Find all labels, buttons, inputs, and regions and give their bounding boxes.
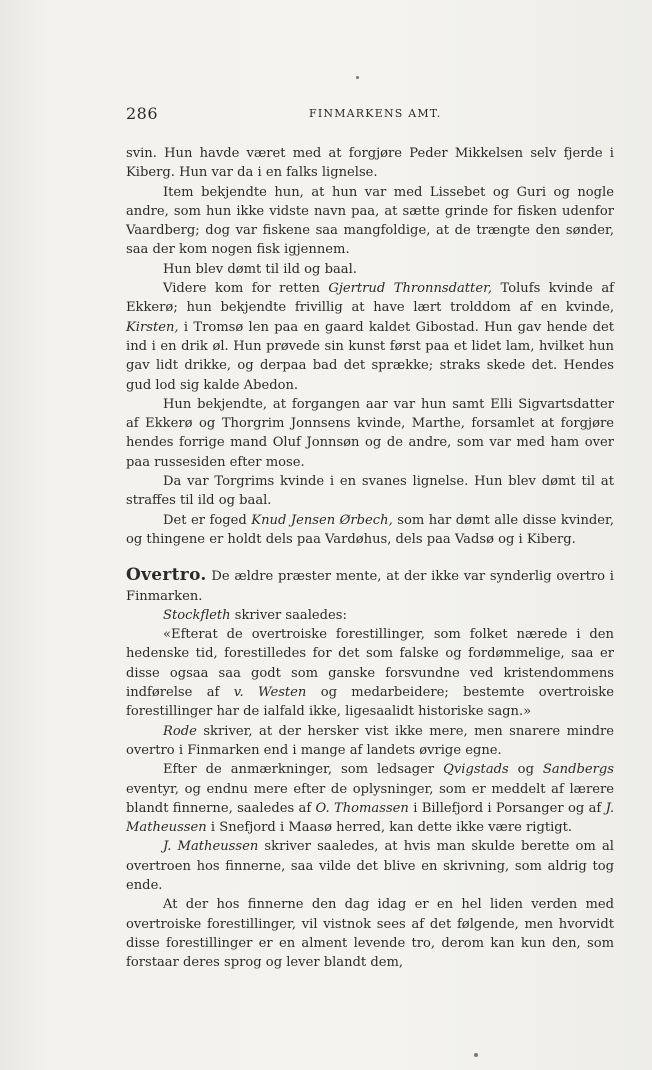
page-header: [126, 104, 614, 128]
person-name: Kirsten,: [126, 319, 179, 335]
paragraph-11: [126, 722, 614, 761]
person-name: Knud Jensen Ørbech,: [251, 512, 393, 528]
text-run: skriver saaledes:: [230, 607, 347, 623]
paragraph-1: svin. Hun havde været med at forgjøre Peder Mikkelsen selv fjerde i Kiberg. Hun var da i en falks lignelse.: [126, 146, 614, 181]
text-run: Efter de anmærkninger, som ledsager: [163, 762, 444, 778]
text-run: i Tromsø len paa en gaard kaldet Gibostad. Hun gav hende det ind i en drik øl. Hun prøvede sin kunst først paa et lidet lam, hvilket hun gav lidt drikke, og derpaa bad det sprække; straks skede det. Hendes gud lod sig kalde Abedon.: [126, 319, 614, 393]
paragraph-12: [126, 760, 614, 837]
section-title: Overtro.: [126, 565, 207, 586]
paper-speck: [356, 76, 359, 79]
author-name: J. Matheussen: [163, 839, 259, 855]
paper-speck: [474, 1053, 478, 1057]
person-name: v. Westen: [233, 685, 307, 701]
text-run: i Snefjord i Maasø herred, kan dette ikke være rigtigt.: [206, 820, 573, 836]
section-overtro: [126, 566, 614, 606]
text-run: Tolufs kvinde af Ekkerø; hun bekjendte frivillig at have lært trolddom af en kvinde,: [126, 281, 614, 316]
paragraph-6: Da var Torgrims kvinde i en svanes lignelse. Hun blev dømt til at straffes til ild og baal.: [126, 474, 614, 509]
text-run: skriver saaledes, at hvis man skulde berette om al overtroen hos finnerne, saa vilde det blive en skrivning, som aldrig tog ende.: [126, 839, 614, 893]
person-name: O. Thomassen: [315, 800, 409, 816]
text-run: eventyr, og endnu mere efter de oplysninger, som er meddelt af lærere blandt finnerne, saaledes af: [126, 781, 614, 816]
text-run: De ældre præster mente, at der ikke var synderlig overtro i Finmarken.: [126, 569, 614, 604]
person-name: Gjertrud Thronnsdatter,: [328, 281, 493, 297]
text-run: «Efterat de overtroiske forestillinger, som folket nærede i den hedenske tid, forestilledes for det som falske og fordømmelige, saa er disse ogsaa saa godt som ganske forsvundne ved kristendommens indførelse af: [126, 627, 614, 701]
running-head: FINMARKENS AMT.: [309, 107, 442, 120]
author-name: Qvigstads: [443, 762, 509, 778]
text-run: som har dømt alle disse kvinder, og thingene er holdt dels paa Vardøhus, dels paa Vadsø og i Kiberg.: [126, 512, 614, 547]
paragraph-13: [126, 837, 614, 895]
text-run: Videre kom for retten: [163, 281, 329, 297]
person-name: J. Matheussen: [126, 800, 615, 836]
paragraph-9: [126, 606, 614, 625]
text-run: og: [508, 762, 543, 778]
text-run: i Billefjord i Porsanger og af: [408, 800, 606, 816]
paragraph-4: [126, 279, 614, 395]
text-run: Det er foged: [163, 512, 252, 528]
paragraph-5: Hun bekjendte, at forgangen aar var hun samt Elli Sigvartsdatter af Ekkerø og Thorgrim Jonnsens kvinde, Marthe, forsamlet at forgjøre hendes forrige mand Oluf Jonnsøn og de andre, som var med ham over paa russesiden efter mose.: [126, 396, 614, 470]
text-run: og medarbeidere; bestemte overtroiske forestillinger har de ialfald ikke, ligesaalidt historiske sagn.»: [126, 685, 614, 720]
paragraph-7: [126, 511, 614, 550]
page-number: 286: [126, 104, 159, 123]
paragraph-14: At der hos finnerne den dag idag er en hel liden verden med overtroiske forestillinger, vil vistnok sees af det følgende, men hvorvidt disse forestillinger er en alment levende tro, derom kan kun den, som forstaar deres sprog og lever blandt dem,: [126, 897, 614, 971]
body-text: [126, 144, 614, 972]
text-run: skriver, at der hersker vist ikke mere, men snarere mindre overtro i Finmarken end i mange af landets øvrige egne.: [126, 723, 614, 758]
author-name: Rode: [163, 723, 197, 739]
paragraph-10-quote: [126, 625, 614, 721]
author-name: Stockfleth: [163, 607, 231, 623]
author-name: Sandbergs: [542, 762, 614, 778]
paragraph-2: Item bekjendte hun, at hun var med Lissebet og Guri og nogle andre, som hun ikke vidste navn paa, at sætte grinde for fisken udenfor Vaardberg; dog var fiskene saa mangfoldige, at de trængte den sønder, saa der kom nogen fisk igjennem.: [126, 184, 614, 258]
paragraph-3: Hun blev dømt til ild og baal.: [163, 261, 357, 277]
